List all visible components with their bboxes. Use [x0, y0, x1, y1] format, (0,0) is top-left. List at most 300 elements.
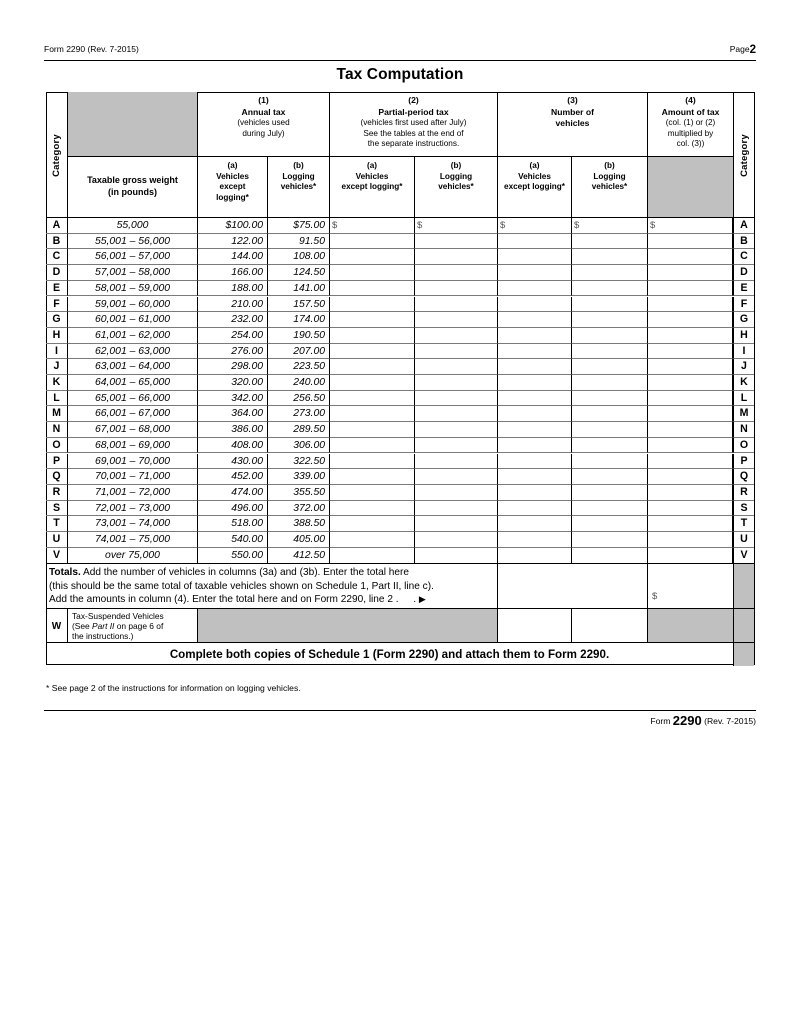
row-annual-tax-except-logging: 452.00 — [198, 469, 268, 485]
row-amount-of-tax-field[interactable] — [648, 406, 733, 422]
table-row — [46, 218, 755, 234]
row-count-except-field[interactable] — [498, 234, 572, 250]
subheader-1b-line1: Logging — [282, 171, 315, 181]
row-annual-tax-logging: 405.00 — [268, 532, 330, 548]
totals-line1: Add the number of vehicles in columns (3a) and (3b). Enter the total here — [80, 567, 410, 578]
column-group-3-header — [498, 92, 648, 157]
row-amount-of-tax-field[interactable] — [648, 454, 733, 470]
subheader-2b-letter: (b) — [450, 161, 462, 170]
row-annual-tax-logging: 207.00 — [268, 344, 330, 360]
row-count-logging-field[interactable] — [572, 234, 648, 250]
row-amount-of-tax-field[interactable] — [648, 297, 733, 313]
row-count-logging-field[interactable] — [572, 548, 648, 564]
row-amount-of-tax-field[interactable] — [648, 516, 733, 532]
table-row — [46, 234, 755, 250]
row-annual-tax-except-logging: 364.00 — [198, 406, 268, 422]
totals-line2: (this should be the same total of taxable vehicles shown on Schedule 1, Part II, line c). — [49, 580, 434, 592]
row-amount-of-tax-field[interactable] — [648, 485, 733, 501]
footer-form-number: 2290 — [672, 713, 702, 728]
row-annual-tax-except-logging: 298.00 — [198, 359, 268, 375]
row-count-except-field[interactable] — [498, 532, 572, 548]
table-row — [46, 249, 755, 265]
footer-rule — [44, 710, 756, 711]
row-partial-logging-field[interactable] — [415, 422, 498, 438]
group1-title: Annual tax — [241, 106, 286, 117]
row-category-left: C — [46, 249, 68, 265]
table-row — [46, 548, 755, 564]
row-count-logging-field[interactable] — [572, 281, 648, 297]
category-header-left: Category — [46, 92, 68, 218]
row-annual-tax-except-logging: 550.00 — [198, 548, 268, 564]
row-category-right: H — [733, 328, 754, 344]
row-amount-of-tax-field[interactable] — [648, 328, 733, 344]
row-annual-tax-except-logging: 496.00 — [198, 501, 268, 517]
row-category-right: V — [733, 548, 754, 564]
subheader-1b-letter: (b) — [293, 161, 304, 170]
row-partial-except-field[interactable] — [330, 249, 415, 265]
group4-note1: (col. (1) or (2) — [665, 118, 716, 128]
row-count-except-field[interactable] — [498, 469, 572, 485]
row-category-left: O — [46, 438, 68, 454]
row-partial-except-field[interactable] — [330, 359, 415, 375]
row-partial-except-field[interactable] — [330, 532, 415, 548]
row-amount-of-tax-field[interactable] — [648, 281, 733, 297]
row-amount-of-tax-field[interactable] — [648, 234, 733, 250]
row-partial-logging-field[interactable] — [415, 312, 498, 328]
row-taxable-weight: 58,001 – 59,000 — [68, 281, 198, 297]
group4-note2: multiplied by — [667, 128, 714, 138]
row-category-right: G — [733, 312, 754, 328]
footer-form-word: Form — [650, 716, 671, 726]
row-annual-tax-except-logging: 254.00 — [198, 328, 268, 344]
tax-suspended-gray-block — [198, 609, 498, 643]
tax-suspended-description — [68, 609, 198, 643]
row-partial-except-field[interactable] — [330, 422, 415, 438]
row-count-logging-field[interactable] — [572, 532, 648, 548]
right-arrow-icon: ▶ — [418, 594, 426, 605]
subheader-2b — [415, 157, 498, 218]
row-count-except-field[interactable] — [498, 438, 572, 454]
row-category-left: N — [46, 422, 68, 438]
row-partial-except-field[interactable] — [330, 297, 415, 313]
row-annual-tax-except-logging: 342.00 — [198, 391, 268, 407]
subheader-1b — [268, 157, 330, 218]
subheader-3b — [572, 157, 648, 218]
row-partial-logging-field[interactable] — [415, 297, 498, 313]
row-partial-logging-field[interactable] — [415, 281, 498, 297]
totals-label: Totals. — [49, 567, 81, 578]
row-partial-logging-field[interactable] — [415, 454, 498, 470]
dollar-sign-totals: $ — [652, 591, 658, 602]
group4-note3: col. (3)) — [676, 139, 705, 149]
row-partial-logging-field[interactable] — [415, 391, 498, 407]
row-partial-logging-field[interactable] — [415, 344, 498, 360]
header-rule — [44, 60, 756, 61]
row-partial-except-field[interactable] — [330, 344, 415, 360]
row-count-logging-field[interactable] — [572, 469, 648, 485]
row-category-left: V — [46, 548, 68, 564]
row-taxable-weight: 65,001 – 66,000 — [68, 391, 198, 407]
subheader-1a-letter: (a) — [227, 161, 238, 170]
row-count-except-field[interactable] — [498, 406, 572, 422]
table-row — [46, 359, 755, 375]
row-amount-of-tax-field[interactable] — [648, 422, 733, 438]
row-partial-logging-field[interactable] — [415, 328, 498, 344]
subheader-3b-letter: (b) — [604, 161, 615, 170]
dollar-sign-partial-logging: $ — [417, 220, 423, 231]
row-count-logging-field[interactable] — [572, 297, 648, 313]
row-annual-tax-except-logging: 144.00 — [198, 249, 268, 265]
subheader-2b-line1: Logging — [439, 171, 473, 181]
row-taxable-weight: 55,001 – 56,000 — [68, 234, 198, 250]
row-count-except-field[interactable] — [498, 328, 572, 344]
row-partial-except-field[interactable] — [330, 234, 415, 250]
weight-header-line2: (in pounds) — [108, 186, 157, 197]
row-annual-tax-except-logging: 188.00 — [198, 281, 268, 297]
suspended-line2-italic: Part II — [92, 620, 115, 631]
row-partial-except-field[interactable] — [330, 438, 415, 454]
subheader-1a-line1: Vehicles — [216, 171, 249, 181]
table-row — [46, 391, 755, 407]
row-taxable-weight: 71,001 – 72,000 — [68, 485, 198, 501]
table-row — [46, 406, 755, 422]
row-partial-logging-field[interactable] — [415, 406, 498, 422]
row-count-except-field[interactable] — [498, 218, 572, 234]
row-taxable-weight: 63,001 – 64,000 — [68, 359, 198, 375]
row-taxable-weight: 74,001 – 75,000 — [68, 532, 198, 548]
row-amount-of-tax-field[interactable] — [648, 375, 733, 391]
tax-suspended-count-3a[interactable] — [498, 609, 572, 643]
suspended-line2-pre: (See — [72, 620, 93, 631]
row-taxable-weight: 67,001 – 68,000 — [68, 422, 198, 438]
page-label: Page — [729, 44, 750, 54]
row-partial-logging-field[interactable] — [415, 532, 498, 548]
row-partial-logging-field[interactable] — [415, 359, 498, 375]
row-partial-except-field[interactable] — [330, 406, 415, 422]
row-category-right: P — [733, 454, 754, 470]
row-count-except-field[interactable] — [498, 265, 572, 281]
row-category-right: A — [733, 218, 754, 234]
row-partial-except-field[interactable] — [330, 281, 415, 297]
row-partial-logging-field[interactable] — [415, 485, 498, 501]
page-number: 2 — [749, 44, 756, 56]
row-partial-except-field[interactable] — [330, 501, 415, 517]
table-row — [46, 532, 755, 548]
row-amount-of-tax-field[interactable] — [648, 265, 733, 281]
row-taxable-weight: 72,001 – 73,000 — [68, 501, 198, 517]
tax-suspended-row — [46, 608, 755, 642]
row-partial-except-field[interactable] — [330, 391, 415, 407]
row-category-right: R — [733, 485, 754, 501]
row-annual-tax-except-logging: 320.00 — [198, 375, 268, 391]
row-partial-except-field[interactable] — [330, 312, 415, 328]
row-partial-logging-field[interactable] — [415, 218, 498, 234]
row-taxable-weight: 59,001 – 60,000 — [68, 297, 198, 313]
row-category-right: O — [733, 438, 754, 454]
header-gray-block-left — [68, 92, 198, 157]
row-count-logging-field[interactable] — [572, 422, 648, 438]
row-partial-except-field[interactable] — [330, 375, 415, 391]
row-partial-except-field[interactable] — [330, 469, 415, 485]
row-count-except-field[interactable] — [498, 344, 572, 360]
row-count-except-field[interactable] — [498, 312, 572, 328]
group1-note2: during July) — [242, 128, 285, 138]
row-count-except-field[interactable] — [498, 454, 572, 470]
row-annual-tax-except-logging: 518.00 — [198, 516, 268, 532]
group3-title2: vehicles — [555, 118, 590, 129]
row-partial-except-field[interactable] — [330, 548, 415, 564]
row-taxable-weight: 55,000 — [68, 218, 198, 234]
row-annual-tax-except-logging: 276.00 — [198, 344, 268, 360]
row-annual-tax-logging: 174.00 — [268, 312, 330, 328]
suspended-line1: Tax-Suspended Vehicles — [72, 611, 164, 621]
row-category-left: U — [46, 532, 68, 548]
row-partial-logging-field[interactable] — [415, 375, 498, 391]
row-partial-logging-field[interactable] — [415, 501, 498, 517]
totals-instructions — [46, 564, 498, 609]
group2-title: Partial-period tax — [378, 106, 449, 117]
row-partial-logging-field[interactable] — [415, 516, 498, 532]
row-taxable-weight: 73,001 – 74,000 — [68, 516, 198, 532]
row-category-right: S — [733, 501, 754, 517]
row-partial-except-field[interactable] — [330, 265, 415, 281]
tax-suspended-gray-col4 — [648, 609, 733, 643]
row-count-logging-field[interactable] — [572, 328, 648, 344]
subheader-3a-letter: (a) — [529, 161, 540, 170]
table-row — [46, 265, 755, 281]
row-annual-tax-logging: 289.50 — [268, 422, 330, 438]
row-amount-of-tax-field[interactable] — [648, 344, 733, 360]
row-count-except-field[interactable] — [498, 501, 572, 517]
subheader-2a-line2: except logging* — [341, 182, 403, 192]
dollar-sign-count-logging: $ — [574, 220, 580, 231]
group2-number: (2) — [408, 95, 419, 105]
table-row — [46, 344, 755, 360]
row-category-right: Q — [733, 469, 754, 485]
row-annual-tax-logging: 372.00 — [268, 501, 330, 517]
schedule1-banner-text: Complete both copies of Schedule 1 (Form 2290) and attach them to Form 2290. — [169, 648, 610, 661]
table-row — [46, 422, 755, 438]
row-count-logging-field[interactable] — [572, 406, 648, 422]
row-partial-logging-field[interactable] — [415, 265, 498, 281]
row-category-left: J — [46, 359, 68, 375]
row-category-right: T — [733, 516, 754, 532]
row-annual-tax-logging: 355.50 — [268, 485, 330, 501]
row-category-right: L — [733, 391, 754, 407]
row-annual-tax-logging: 256.50 — [268, 391, 330, 407]
row-count-logging-field[interactable] — [572, 375, 648, 391]
row-amount-of-tax-field[interactable] — [648, 218, 733, 234]
banner-category-gray — [733, 643, 754, 666]
row-category-right: M — [733, 406, 754, 422]
totals-vehicle-count-field[interactable] — [498, 564, 648, 609]
row-annual-tax-except-logging: 540.00 — [198, 532, 268, 548]
subheader-3b-line2: vehicles* — [591, 182, 628, 192]
row-annual-tax-except-logging: 386.00 — [198, 422, 268, 438]
row-partial-logging-field[interactable] — [415, 234, 498, 250]
row-count-logging-field[interactable] — [572, 516, 648, 532]
row-taxable-weight: 64,001 – 65,000 — [68, 375, 198, 391]
row-annual-tax-logging: 412.50 — [268, 548, 330, 564]
row-annual-tax-logging: $75.00 — [268, 218, 330, 234]
row-annual-tax-logging: 124.50 — [268, 265, 330, 281]
row-amount-of-tax-field[interactable] — [648, 312, 733, 328]
row-category-left: R — [46, 485, 68, 501]
page-header — [44, 44, 756, 60]
row-category-right: C — [733, 249, 754, 265]
taxable-gross-weight-header — [68, 157, 198, 218]
group4-title: Amount of tax — [661, 106, 720, 117]
weight-header-line1: Taxable gross weight — [87, 175, 178, 185]
row-category-left: S — [46, 501, 68, 517]
row-category-right: K — [733, 375, 754, 391]
row-count-logging-field[interactable] — [572, 218, 648, 234]
subheader-2b-line2: vehicles* — [438, 182, 474, 192]
column-group-2-header — [330, 92, 498, 157]
row-annual-tax-except-logging: $100.00 — [198, 218, 268, 234]
table-row — [46, 485, 755, 501]
row-count-logging-field[interactable] — [572, 344, 648, 360]
group2-note2: See the tables at the end of — [363, 128, 464, 138]
row-annual-tax-logging: 388.50 — [268, 516, 330, 532]
row-annual-tax-except-logging: 408.00 — [198, 438, 268, 454]
table-row — [46, 469, 755, 485]
row-amount-of-tax-field[interactable] — [648, 469, 733, 485]
row-amount-of-tax-field[interactable] — [648, 391, 733, 407]
row-partial-except-field[interactable] — [330, 218, 415, 234]
row-annual-tax-logging: 91.50 — [268, 234, 330, 250]
group1-note1: (vehicles used — [237, 118, 290, 128]
row-amount-of-tax-field[interactable] — [648, 438, 733, 454]
row-category-left: A — [46, 218, 68, 234]
row-category-right: B — [733, 234, 754, 250]
group1-number: (1) — [258, 95, 269, 105]
totals-line3: Add the amounts in column (4). Enter the total here and on Form 2290, line 2 . — [49, 594, 399, 606]
row-taxable-weight: 57,001 – 58,000 — [68, 265, 198, 281]
form-reference: Form 2290 (Rev. 7-2015) — [44, 44, 139, 54]
row-partial-except-field[interactable] — [330, 485, 415, 501]
row-partial-except-field[interactable] — [330, 328, 415, 344]
row-count-except-field[interactable] — [498, 249, 572, 265]
row-amount-of-tax-field[interactable] — [648, 548, 733, 564]
row-partial-logging-field[interactable] — [415, 469, 498, 485]
schedule1-banner-row — [46, 642, 755, 665]
row-category-left: F — [46, 297, 68, 313]
row-taxable-weight: 69,001 – 70,000 — [68, 454, 198, 470]
row-count-except-field[interactable] — [498, 516, 572, 532]
row-count-logging-field[interactable] — [572, 312, 648, 328]
subheader-1a-line3: logging* — [216, 192, 249, 202]
row-count-except-field[interactable] — [498, 548, 572, 564]
row-count-logging-field[interactable] — [572, 438, 648, 454]
row-partial-except-field[interactable] — [330, 516, 415, 532]
subheader-2a-line1: Vehicles — [355, 171, 389, 181]
page-title: Tax Computation — [336, 66, 464, 83]
row-amount-of-tax-field[interactable] — [648, 532, 733, 548]
row-category-left: H — [46, 328, 68, 344]
category-w-label: W — [46, 609, 68, 643]
row-annual-tax-except-logging: 474.00 — [198, 485, 268, 501]
row-annual-tax-logging: 108.00 — [268, 249, 330, 265]
row-amount-of-tax-field[interactable] — [648, 249, 733, 265]
row-category-right: I — [733, 344, 754, 360]
subheader-3a-line1: Vehicles — [518, 171, 551, 181]
row-amount-of-tax-field[interactable] — [648, 359, 733, 375]
row-partial-logging-field[interactable] — [415, 548, 498, 564]
dollar-sign-count-except: $ — [500, 220, 506, 231]
row-category-left: G — [46, 312, 68, 328]
table-row — [46, 516, 755, 532]
subheader-1b-line2: vehicles* — [280, 182, 317, 192]
suspended-line3: the instructions.) — [72, 630, 134, 641]
row-count-logging-field[interactable] — [572, 501, 648, 517]
row-count-except-field[interactable] — [498, 375, 572, 391]
row-category-left: T — [46, 516, 68, 532]
totals-amount-field[interactable] — [648, 564, 733, 609]
row-count-logging-field[interactable] — [572, 485, 648, 501]
tax-suspended-category-gray — [733, 609, 754, 643]
suspended-line2-post: on page 6 of — [114, 620, 164, 631]
row-count-except-field[interactable] — [498, 281, 572, 297]
category-header-right: Category — [733, 92, 754, 218]
row-count-logging-field[interactable] — [572, 265, 648, 281]
row-count-except-field[interactable] — [498, 391, 572, 407]
row-partial-logging-field[interactable] — [415, 249, 498, 265]
row-taxable-weight: 70,001 – 71,000 — [68, 469, 198, 485]
column-group-4-header — [648, 92, 733, 157]
table-row — [46, 375, 755, 391]
group3-number: (3) — [567, 95, 578, 105]
tax-suspended-count-3b[interactable] — [572, 609, 648, 643]
row-amount-of-tax-field[interactable] — [648, 501, 733, 517]
row-count-logging-field[interactable] — [572, 359, 648, 375]
row-annual-tax-logging: 322.50 — [268, 454, 330, 470]
totals-row — [46, 563, 755, 608]
row-annual-tax-except-logging: 430.00 — [198, 454, 268, 470]
row-count-logging-field[interactable] — [572, 391, 648, 407]
row-category-left: K — [46, 375, 68, 391]
row-category-left: L — [46, 391, 68, 407]
row-category-left: B — [46, 234, 68, 250]
group3-title1: Number of — [551, 106, 594, 117]
table-row — [46, 297, 755, 313]
footer-revision: (Rev. 7-2015) — [704, 716, 756, 726]
row-category-right: D — [733, 265, 754, 281]
row-category-left: P — [46, 454, 68, 470]
row-taxable-weight: 61,001 – 62,000 — [68, 328, 198, 344]
row-category-right: J — [733, 359, 754, 375]
row-count-except-field[interactable] — [498, 359, 572, 375]
column-group-1-header — [198, 92, 330, 157]
row-annual-tax-logging: 339.00 — [268, 469, 330, 485]
table-row — [46, 454, 755, 470]
subheader-1a-line2: except — [219, 182, 246, 192]
row-count-except-field[interactable] — [498, 297, 572, 313]
table-row — [46, 438, 755, 454]
row-count-except-field[interactable] — [498, 422, 572, 438]
subheader-1a — [198, 157, 268, 218]
dollar-sign-amount-of-tax: $ — [650, 220, 656, 231]
row-count-logging-field[interactable] — [572, 249, 648, 265]
group2-note3: the separate instructions. — [367, 139, 460, 149]
row-count-logging-field[interactable] — [572, 454, 648, 470]
row-category-right: U — [733, 532, 754, 548]
row-count-except-field[interactable] — [498, 485, 572, 501]
row-category-left: M — [46, 406, 68, 422]
row-partial-except-field[interactable] — [330, 454, 415, 470]
row-partial-logging-field[interactable] — [415, 438, 498, 454]
row-taxable-weight: 66,001 – 67,000 — [68, 406, 198, 422]
